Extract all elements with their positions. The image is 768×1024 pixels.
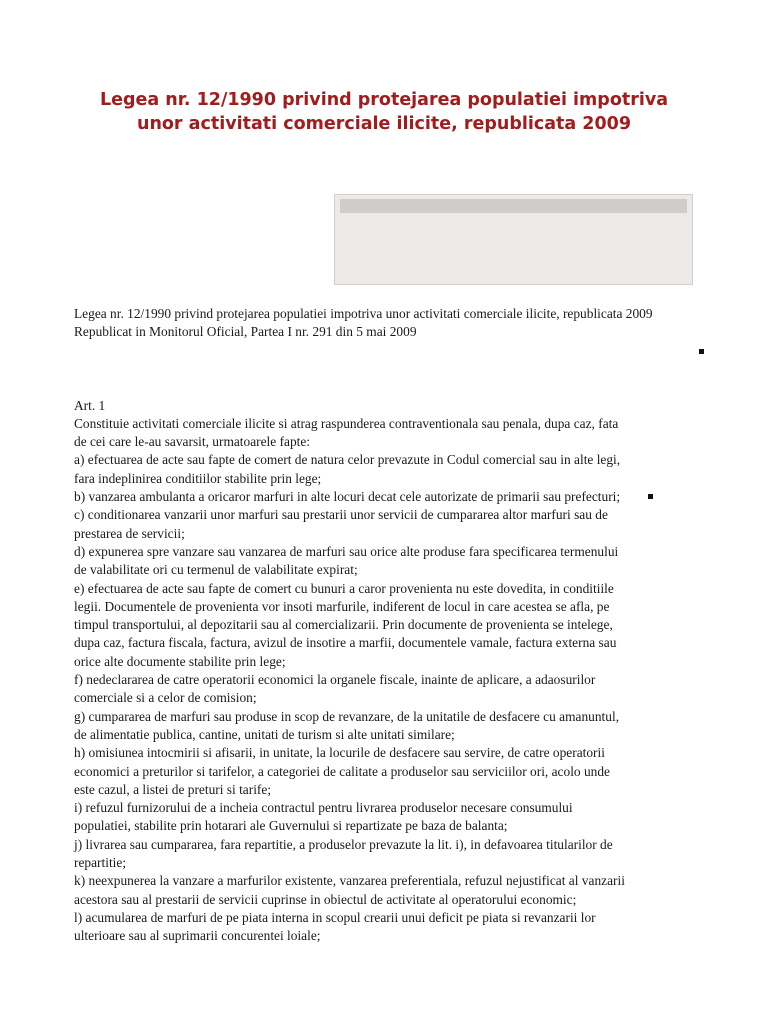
- text-line: e) efectuarea de acte sau fapte de comert cu bunuri a caror provenienta nu este dovedita, in conditiile: [74, 580, 614, 596]
- text-line: k) neexpunerea la vanzare a marfurilor existente, vanzarea preferentiala, refuzul nejustificat al vanzarii: [74, 873, 625, 889]
- text-line: de valabilitate ori cu termenul de valabilitate expirat;: [74, 562, 358, 578]
- document-body: [74, 305, 704, 946]
- text-line: i) refuzul furnizorului de a incheia contractul pentru livrarea produselor necesare consumului: [74, 800, 573, 816]
- text-line: j) livrarea sau cumpararea, fara repartitie, a produselor prevazute la lit. i), in defavoarea titularilor de: [74, 836, 613, 852]
- text-line: repartitie;: [74, 855, 127, 871]
- text-line: ulterioare sau al suprimarii concurentei loiale;: [74, 928, 321, 944]
- text-line: este cazul, a listei de preturi si tarife;: [74, 781, 272, 797]
- text-line: b) vanzarea ambulanta a oricaror marfuri in alte locuri decat cele autorizate de primarii sau prefecturi;: [74, 489, 621, 505]
- title-line-1: Legea nr. 12/1990 privind protejarea populatiei impotriva: [99, 90, 669, 110]
- article-heading: Art. 1: [74, 397, 106, 413]
- text-line: l) acumularea de marfuri de pe piata interna in scopul crearii unui deficit pe piata si revanzarii lor: [74, 909, 596, 925]
- embedded-viewer-bar: [340, 199, 687, 213]
- text-line: fara indeplinirea conditiilor stabilite prin lege;: [74, 470, 322, 486]
- text-line: h) omisiunea intocmirii si afisarii, in unitate, la locurile de desfacere sau servire, de catre operatorii: [74, 745, 605, 761]
- text-line: orice alte documente stabilite prin lege;: [74, 653, 286, 669]
- embedded-viewer-placeholder[interactable]: [334, 194, 693, 285]
- spacer: [74, 342, 704, 397]
- title-line-2: unor activitati comerciale ilicite, republicata 2009: [136, 114, 632, 134]
- text-line: populatiei, stabilite prin hotarari ale Guvernului si repartizate pe baza de balanta;: [74, 818, 508, 834]
- text-line: de cei care le-au savarsit, urmatoarele fapte:: [74, 434, 311, 450]
- text-line: comerciale si a celor de comision;: [74, 690, 257, 706]
- republished-note: Republicat in Monitorul Oficial, Partea I nr. 291 din 5 mai 2009: [74, 324, 417, 340]
- text-line: dupa caz, factura fiscala, factura, avizul de insotire a marfii, documentele vamale, factura externa sau: [74, 635, 617, 651]
- text-line: de alimentatie publica, cantine, unitati de turism si alte unitati similare;: [74, 726, 455, 742]
- document-title: [60, 88, 708, 136]
- text-line: g) cumpararea de marfuri sau produse in scop de revanzare, de la unitatile de desfacere cu amanuntul,: [74, 708, 620, 724]
- text-line: d) expunerea spre vanzare sau vanzarea de marfuri sau orice alte produse fara specificarea termenului: [74, 543, 619, 559]
- text-line: prestarea de servicii;: [74, 525, 185, 541]
- text-line: c) conditionarea vanzarii unor marfuri sau prestarii unor servicii de cumpararea altor marfuri sau de: [74, 507, 608, 523]
- text-line: a) efectuarea de acte sau fapte de comert de natura celor prevazute in Codul comercial sau in alte legi,: [74, 452, 621, 468]
- text-line: f) nedeclararea de catre operatorii economici la organele fiscale, inainte de aplicare, a adaosurilor: [74, 672, 596, 688]
- text-line: legii. Documentele de provenienta vor insoti marfurile, indiferent de locul in care acestea se afla, pe: [74, 598, 610, 614]
- text-line: timpul transportului, al depozitarii sau al comercializarii. Prin documente de provenienta se intelege,: [74, 617, 613, 633]
- text-line: economici a preturilor si tarifelor, a categoriei de calitate a produselor sau serviciilor ori, acolo unde: [74, 763, 610, 779]
- header-text: Legea nr. 12/1990 privind protejarea populatiei impotriva unor activitati comerciale ilicite, republicata 2009: [74, 306, 653, 321]
- text-line: Constituie activitati comerciale ilicite si atrag raspunderea contraventionala sau penala, dupa caz, fata: [74, 415, 619, 431]
- text-line: acestora sau al prestarii de servicii cuprinse in obiectul de activitate al operatorului economic;: [74, 891, 577, 907]
